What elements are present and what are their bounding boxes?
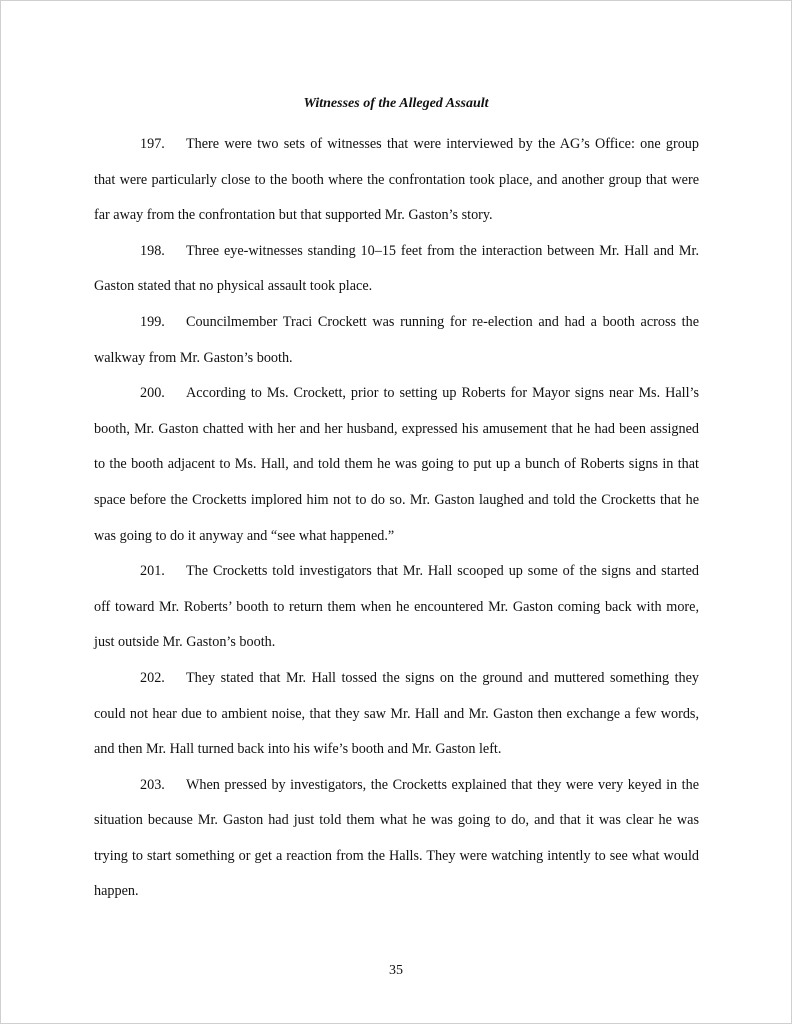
paragraph-text: According to Ms. Crockett, prior to setting up Roberts for Mayor signs near Ms. Hall’s booth, Mr. Gaston chatted with her and her husband, expressed his amusement that he had been assigned to the booth adjacent to Ms. Hall, and told them he was going to put up a bunch of Roberts signs in that space before the Crocketts implored him not to do so. Mr. Gaston laughed and told the Crocketts that he was going to do it anyway and “see what happened.”: [94, 385, 699, 544]
paragraph-202: [94, 661, 699, 768]
paragraph-number: 201.: [140, 563, 165, 580]
paragraph-203: [94, 768, 699, 910]
page-number: 35: [389, 963, 403, 978]
paragraph-200: [94, 376, 699, 554]
paragraph-number: 197.: [140, 136, 165, 152]
document-body: [94, 127, 699, 910]
paragraph-text: When pressed by investigators, the Crocketts explained that they were very keyed in the situation because Mr. Gaston had just told them what he was going to do, and that it was clear he was trying to start something or get a reaction from the Halls. They were watching intently to see what would happen.: [94, 776, 699, 900]
paragraph-201: [94, 554, 699, 661]
paragraph-text: The Crocketts told investigators that Mr. Hall scooped up some of the signs and started off toward Mr. Roberts’ booth to return them when he encountered Mr. Gaston coming back with more, just outside Mr. Gaston’s booth.: [94, 563, 699, 651]
paragraph-text: Councilmember Traci Crockett was running for re-election and had a booth across the walkway from Mr. Gaston’s booth.: [94, 313, 699, 366]
paragraph-text: There were two sets of witnesses that were interviewed by the AG’s Office: one group that were particularly close to the booth where the confrontation took place, and another group that were far away from the confrontation but that supported Mr. Gaston’s story.: [94, 136, 699, 224]
paragraph-text: Three eye-witnesses standing 10–15 feet from the interaction between Mr. Hall and Mr. Gaston stated that no physical assault took place.: [94, 242, 699, 295]
paragraph-199: [94, 305, 699, 376]
paragraph-number: 203.: [140, 776, 165, 793]
paragraph-number: 202.: [140, 669, 165, 686]
section-heading: Witnesses of the Alleged Assault: [303, 96, 489, 111]
paragraph-number: 198.: [140, 242, 165, 259]
paragraph-198: [94, 234, 699, 305]
paragraph-text: They stated that Mr. Hall tossed the signs on the ground and muttered something they could not hear due to ambient noise, that they saw Mr. Hall and Mr. Gaston then exchange a few words, and then Mr. Hall turned back into his wife’s booth and Mr. Gaston left.: [94, 669, 699, 758]
paragraph-number: 200.: [140, 385, 165, 402]
paragraph-197: [94, 127, 699, 234]
paragraph-number: 199.: [140, 313, 165, 330]
